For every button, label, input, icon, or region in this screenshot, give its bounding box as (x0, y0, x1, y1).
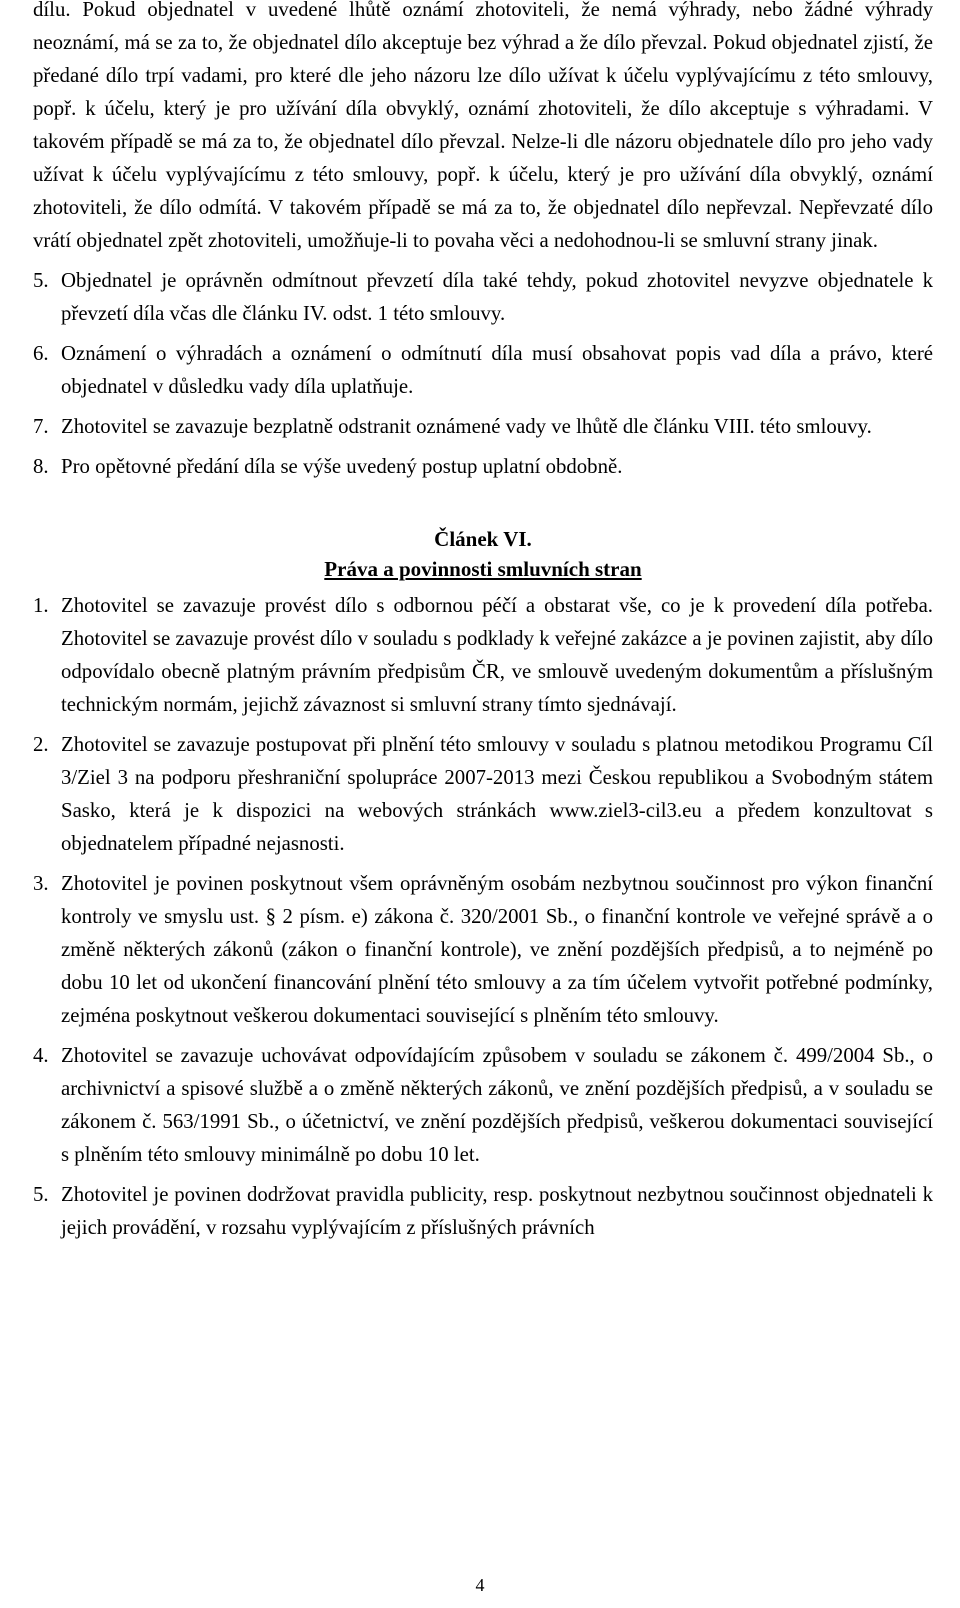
item-text: Zhotovitel se zavazuje bezplatně odstranit oznámené vady ve lhůtě dle článku VIII. této smlouvy. (61, 415, 872, 438)
item-text: Zhotovitel je povinen poskytnout všem oprávněným osobám nezbytnou součinnost pro výkon finanční kontroly ve smyslu ust. § 2 písm. e) zákona č. 320/2001 Sb., o finanční kontrole ve veřejné správě a o změně některých zákonů (zákon o finanční kontrole), ve znění pozdějších předpisů, a to nejméně po dobu 10 let od ukončení financování plnění této smlouvy a za tím účelem vytvořit potřebné podmínky, zejména poskytnout veškerou dokumentaci související s plněním této smlouvy. (61, 872, 933, 1027)
list-item (33, 264, 933, 330)
page-content (33, 0, 933, 1251)
article-heading: Článek VI. (434, 527, 532, 551)
item-text: Zhotovitel se zavazuje postupovat při plnění této smlouvy v souladu s platnou metodikou Programu Cíl 3/Ziel 3 na podporu přeshraniční spolupráce 2007-2013 mezi Českou republikou a Svobodným státem Sasko, která je k dispozici na webových stránkách www.ziel3-cil3.eu a předem konzultovat s objednatelem případné nejasnosti. (61, 733, 933, 855)
list-item (33, 450, 933, 483)
item-number: 8. (33, 455, 49, 478)
item-text: Zhotovitel se zavazuje uchovávat odpovídajícím způsobem v souladu se zákonem č. 499/2004 Sb., o archivnictví a spisové službě a o změně některých zákonů, ve znění pozdějších předpisů, a v souladu se zákonem č. 563/1991 Sb., o účetnictví, ve znění pozdějších předpisů, veškerou dokumentaci související s plněním této smlouvy minimálně po dobu 10 let. (61, 1044, 933, 1166)
intro-paragraph: dílu. Pokud objednatel v uvedené lhůtě oznámí zhotoviteli, že nemá výhrady, nebo žádné výhrady neoznámí, má se za to, že objednatel dílo akceptuje bez výhrad a že dílo převzal. Pokud objednatel zjistí, že předané dílo trpí vadami, pro které dle jeho názoru lze dílo užívat k účelu vyplývajícímu z této smlouvy, popř. k účelu, který je pro užívání díla obvyklý, oznámí zhotoviteli, že dílo akceptuje s výhradami. V takovém případě se má za to, že objednatel dílo převzal. Nelze-li dle názoru objednatele dílo pro jeho vady užívat k účelu vyplývajícímu z této smlouvy, popř. k účelu, který je pro užívání díla obvyklý, oznámí zhotoviteli, že dílo odmítá. V takovém případě se má za to, že objednatel dílo nepřevzal. Nepřevzaté dílo vrátí objednatel zpět zhotoviteli, umožňuje-li to povaha věci a nedohodnou-li se smluvní strany jinak. (33, 0, 933, 252)
list-item (33, 1039, 933, 1171)
page-number: 4 (475, 1575, 485, 1595)
item-number: 5. (33, 1183, 49, 1206)
item-text: Zhotovitel se zavazuje provést dílo s odbornou péčí a obstarat vše, co je k provedení díla potřeba. Zhotovitel se zavazuje provést dílo v souladu s podklady k veřejné zakázce a je povinen zajistit, aby dílo odpovídalo obecně platným právním předpisům ČR, ve smlouvě uvedeným dokumentům a příslušným technickým normám, jejichž závaznost si smluvní strany tímto sjednávají. (61, 594, 933, 716)
item-number: 1. (33, 594, 49, 617)
item-text: Oznámení o výhradách a oznámení o odmítnutí díla musí obsahovat popis vad díla a právo, které objednatel v důsledku vady díla uplatňuje. (61, 342, 933, 398)
item-text: Objednatel je oprávněn odmítnout převzetí díla také tehdy, pokud zhotovitel nevyzve objednatele k převzetí díla včas dle článku IV. odst. 1 této smlouvy. (61, 269, 933, 325)
item-number: 4. (33, 1044, 49, 1067)
list-item (33, 410, 933, 443)
item-text: Pro opětovné předání díla se výše uvedený postup uplatní obdobně. (61, 455, 623, 478)
item-number: 2. (33, 733, 49, 756)
item-number: 7. (33, 415, 49, 438)
list-item (33, 337, 933, 403)
item-number: 6. (33, 342, 49, 365)
item-text: Zhotovitel je povinen dodržovat pravidla publicity, resp. poskytnout nezbytnou součinnost objednateli k jejich provádění, v rozsahu vyplývajícím z příslušných právních (61, 1183, 933, 1239)
item-number: 3. (33, 872, 49, 895)
item-number: 5. (33, 269, 49, 292)
list-item (33, 867, 933, 1032)
list-item (33, 589, 933, 721)
article-subheading: Práva a povinnosti smluvních stran (324, 557, 642, 581)
list-item (33, 728, 933, 860)
list-item (33, 1178, 933, 1244)
